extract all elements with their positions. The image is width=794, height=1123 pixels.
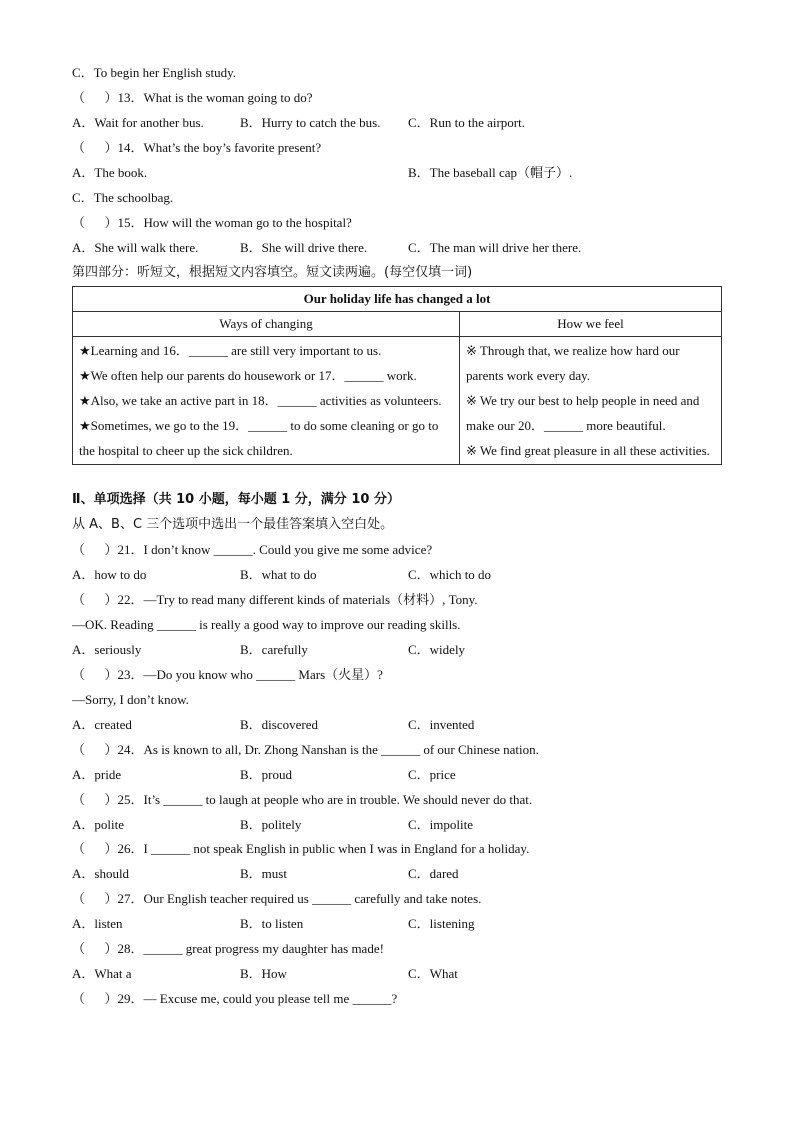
option-a: A．created — [72, 717, 132, 732]
option-b: B．discovered — [240, 717, 318, 732]
question-22: （ ）22．—Try to read many different kinds of materials（材料）, Tony. — [72, 592, 478, 607]
option-b: B．The baseball cap（帽子）. — [408, 165, 573, 180]
table-title: Our holiday life has changed a lot — [73, 287, 722, 312]
section2-heading: Ⅱ、单项选择（共 10 小题，每小题 1 分，满分 10 分） — [72, 492, 400, 507]
option-b: B．How — [240, 966, 287, 981]
question-15: （ ）15．How will the woman go to the hospital? — [72, 215, 352, 230]
options-23 — [72, 715, 722, 735]
options-27 — [72, 914, 722, 934]
question-26: （ ）26．I ______ not speak English in public when I was in England for a holiday. — [72, 841, 530, 856]
option-b: B．must — [240, 866, 287, 881]
question-22-reply: —OK. Reading ______ is really a good way to improve our reading skills. — [72, 617, 461, 632]
option-c-line: C．The schoolbag. — [72, 190, 174, 205]
table-left-cell — [73, 337, 460, 465]
question-13: （ ）13．What is the woman going to do? — [72, 90, 313, 105]
option-a: A．The book. — [72, 165, 148, 180]
question-21: （ ）21．I don’t know ______. Could you give me some advice? — [72, 542, 433, 557]
question-14: （ ）14．What’s the boy’s favorite present? — [72, 140, 322, 155]
options-22 — [72, 640, 722, 660]
table-col1-header: Ways of changing — [73, 312, 460, 337]
option-c: C．dared — [408, 866, 459, 881]
table-item: ※ We try our best to help people in need and make our 20．______ more beautiful. — [466, 393, 700, 433]
option-b: B．proud — [240, 767, 293, 782]
table-item: ★Learning and 16．______ are still very important to us. — [79, 343, 382, 358]
option-c: C．The man will drive her there. — [408, 240, 582, 255]
option-b: B．carefully — [240, 642, 308, 657]
option-a: A．how to do — [72, 567, 147, 582]
table-right-cell — [460, 337, 722, 465]
option-c: C．which to do — [408, 567, 492, 582]
question-29: （ ）29．— Excuse me, could you please tell me ______? — [72, 991, 398, 1006]
option-c: C．listening — [408, 916, 475, 931]
part4-heading: 第四部分：听短文，根据短文内容填空。短文读两遍。(每空仅填一词) — [72, 265, 473, 280]
option-a: A．seriously — [72, 642, 142, 657]
option-b: B．politely — [240, 817, 302, 832]
table-item: ★We often help our parents do housework or 17．______ work. — [79, 368, 417, 383]
question-27: （ ）27．Our English teacher required us ______ carefully and take notes. — [72, 891, 482, 906]
options-24 — [72, 765, 722, 785]
option-c: C．invented — [408, 717, 475, 732]
table-item: ※ Through that, we realize how hard our parents work every day. — [466, 343, 680, 383]
option-c: C．What — [408, 966, 458, 981]
option-a: A．should — [72, 866, 130, 881]
option-a: A．pride — [72, 767, 122, 782]
table-item: ★Also, we take an active part in 18．______ activities as volunteers. — [79, 393, 442, 408]
option-b: B．to listen — [240, 916, 304, 931]
options-28 — [72, 964, 722, 984]
option-c: C．price — [408, 767, 456, 782]
question-23-reply: —Sorry, I don’t know. — [72, 692, 189, 707]
question-25: （ ）25．It’s ______ to laugh at people who are in trouble. We should never do that. — [72, 792, 533, 807]
options-15 — [72, 238, 722, 258]
table-item: ★Sometimes, we go to the 19．______ to do some cleaning or go to the hospital to cheer up the sick children. — [79, 418, 439, 458]
option-c: C．widely — [408, 642, 466, 657]
fill-in-table — [72, 286, 722, 465]
option-c: C．Run to the airport. — [408, 115, 525, 130]
table-item: ※ We find great pleasure in all these activities. — [466, 443, 710, 458]
option-a: A．She will walk there. — [72, 240, 199, 255]
option-c: C．impolite — [408, 817, 474, 832]
options-14 — [72, 163, 722, 183]
option-b: B．what to do — [240, 567, 317, 582]
question-24: （ ）24．As is known to all, Dr. Zhong Nanshan is the ______ of our Chinese nation. — [72, 742, 539, 757]
option-a: A．Wait for another bus. — [72, 115, 204, 130]
option-b: B．Hurry to catch the bus. — [240, 115, 381, 130]
section2-instruction: 从 A、B、C 三个选项中选出一个最佳答案填入空白处。 — [72, 517, 394, 532]
option-line: C．To begin her English study. — [72, 65, 236, 80]
option-a: A．listen — [72, 916, 123, 931]
options-26 — [72, 864, 722, 884]
option-a: A．polite — [72, 817, 124, 832]
options-25 — [72, 815, 722, 835]
question-28: （ ）28．______ great progress my daughter has made! — [72, 941, 384, 956]
table-col2-header: How we feel — [460, 312, 722, 337]
question-23: （ ）23．—Do you know who ______ Mars（火星）? — [72, 667, 383, 682]
option-b: B．She will drive there. — [240, 240, 368, 255]
options-21 — [72, 565, 722, 585]
options-13 — [72, 113, 722, 133]
option-a: A．What a — [72, 966, 132, 981]
